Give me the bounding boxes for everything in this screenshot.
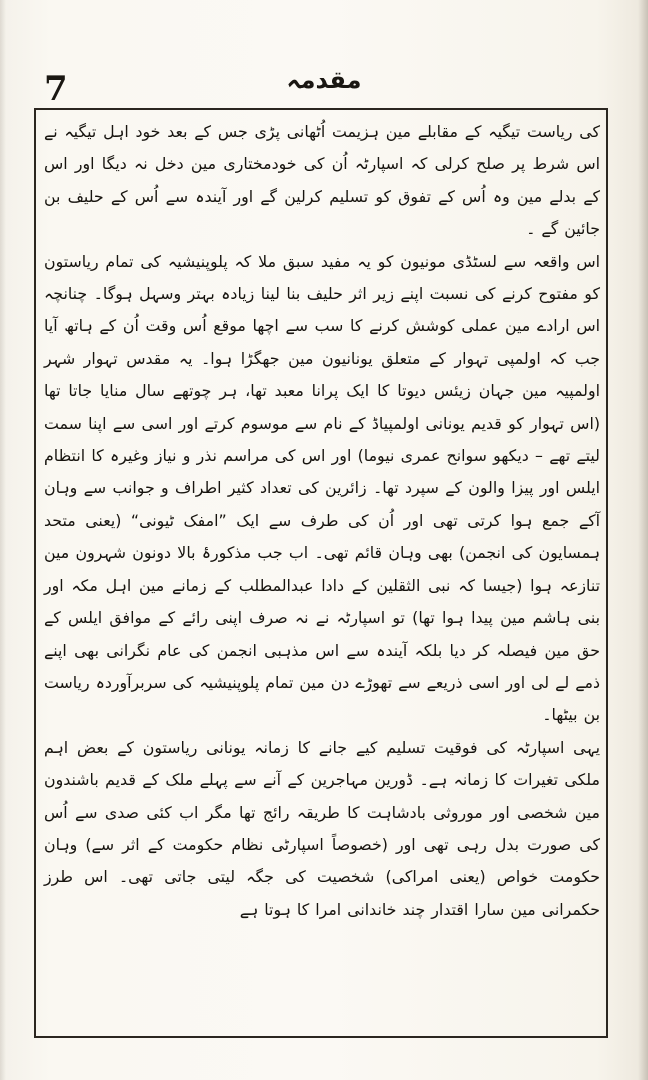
paragraph-3: یہی اسپارٹہ کی فوقیت تسلیم کیے جانے کا زمانہ یونانی ریاستون کے بعض اہم ملکی تغیرات کا زمانہ ہے۔ ڈورین مہاجرین کے آنے سے پہلے ملک کے قدیم باشندون مین شخصی اور موروثی بادشاہت کا طریقہ رائج تھا مگر اب کئی صدی سے اُس کی صورت بدل رہی تھی اور (خصوصاً اسپارٹی نظام حکومت کے اثر سے) وہان حکومت خواص (یعنی امراکی) شخصیت کی جگہ لیتی جاتی تھی۔ اس طرز حکمرانی مین سارا اقتدار چند خاندانی امرا کا ہوتا ہے xyxy=(44,737,600,919)
body-text xyxy=(44,116,600,926)
paragraph-2: اس واقعہ سے لسٹڈی مونیون کو یہ مفید سبق ملا کہ پلوپنیشیہ کی تمام ریاستون کو مفتوح کرنے کی نسبت اپنے زیر اثر حلیف بنا لینا زیادہ بہتر وسہل ہوگا۔ چنانچہ اس ارادے مین عملی کوشش کرنے کا سب سے اچھا موقع اُس وقت اُن کے ہاتھ آیا جب کہ اولمپی تہوار کے متعلق یونانیون مین جھگڑا ہوا۔ یہ مقدس تہوار شہر اولمپیہ مین جہان زیئس دیوتا کا ایک پرانا معبد تھا، ہر چوتھے سال منایا جاتا تھا (اس تہوار کو قدیم یونانی اولمپیاڈ کے نام سے موسوم کرتے اور اسی سے اپنا سمت لیتے تھے – دیکھو سوانح عمری نیوما) اور اس کی مراسم نذر و نیاز وغیرہ کا انتظام ایلس اور پیزا والون کے سپرد تھا۔ زائرین کی تعداد کثیر اطراف و جوانب سے وہان آکے جمع ہوا کرتی تھی اور اُن کی طرف سے ایک ”امفک ٹیونی“ (یعنی متحد ہمسایون کی انجمن) بھی وہان قائم تھی۔ اب جب مذکورۂ بالا دونون شہرون مین تنازعہ ہوا (جیسا کہ نبی الثقلین کے دادا عبدالمطلب کے زمانے مین اہل مکہ اور بنی ہاشم مین پیدا ہوا تھا) تو اسپارٹہ نے نہ صرف اپنی رائے کے موافق ایلس کے حق مین فیصلہ کر دیا بلکہ آیندہ سے اس مذہبی انجمن کی عام نگرانی بھی اپنے ذمے لے لی اور اسی ذریعے سے تھوڑے دن مین تمام پلوپنیشیہ کی سربرآوردہ ریاست بن بیٹھا۔ xyxy=(44,251,600,725)
page-spine-shadow xyxy=(638,0,648,1080)
page-left-edge xyxy=(0,0,6,1080)
paragraph-1: کی ریاست تیگیہ کے مقابلے مین ہزیمت اُٹھانی پڑی جس کے بعد خود اہل تیگیہ نے اس شرط پر صلح کرلی کہ اسپارٹہ اُن کی خودمختاری مین دخل نہ دیگا اور اس کے بدلے مین وہ اُس کے تفوق کو تسلیم کرلین گے اور آیندہ سے اُس کے حلیف بن جائین گے ۔ xyxy=(44,122,600,239)
page-number: 7 xyxy=(44,69,68,109)
chapter-title: مقدمہ xyxy=(286,66,362,94)
